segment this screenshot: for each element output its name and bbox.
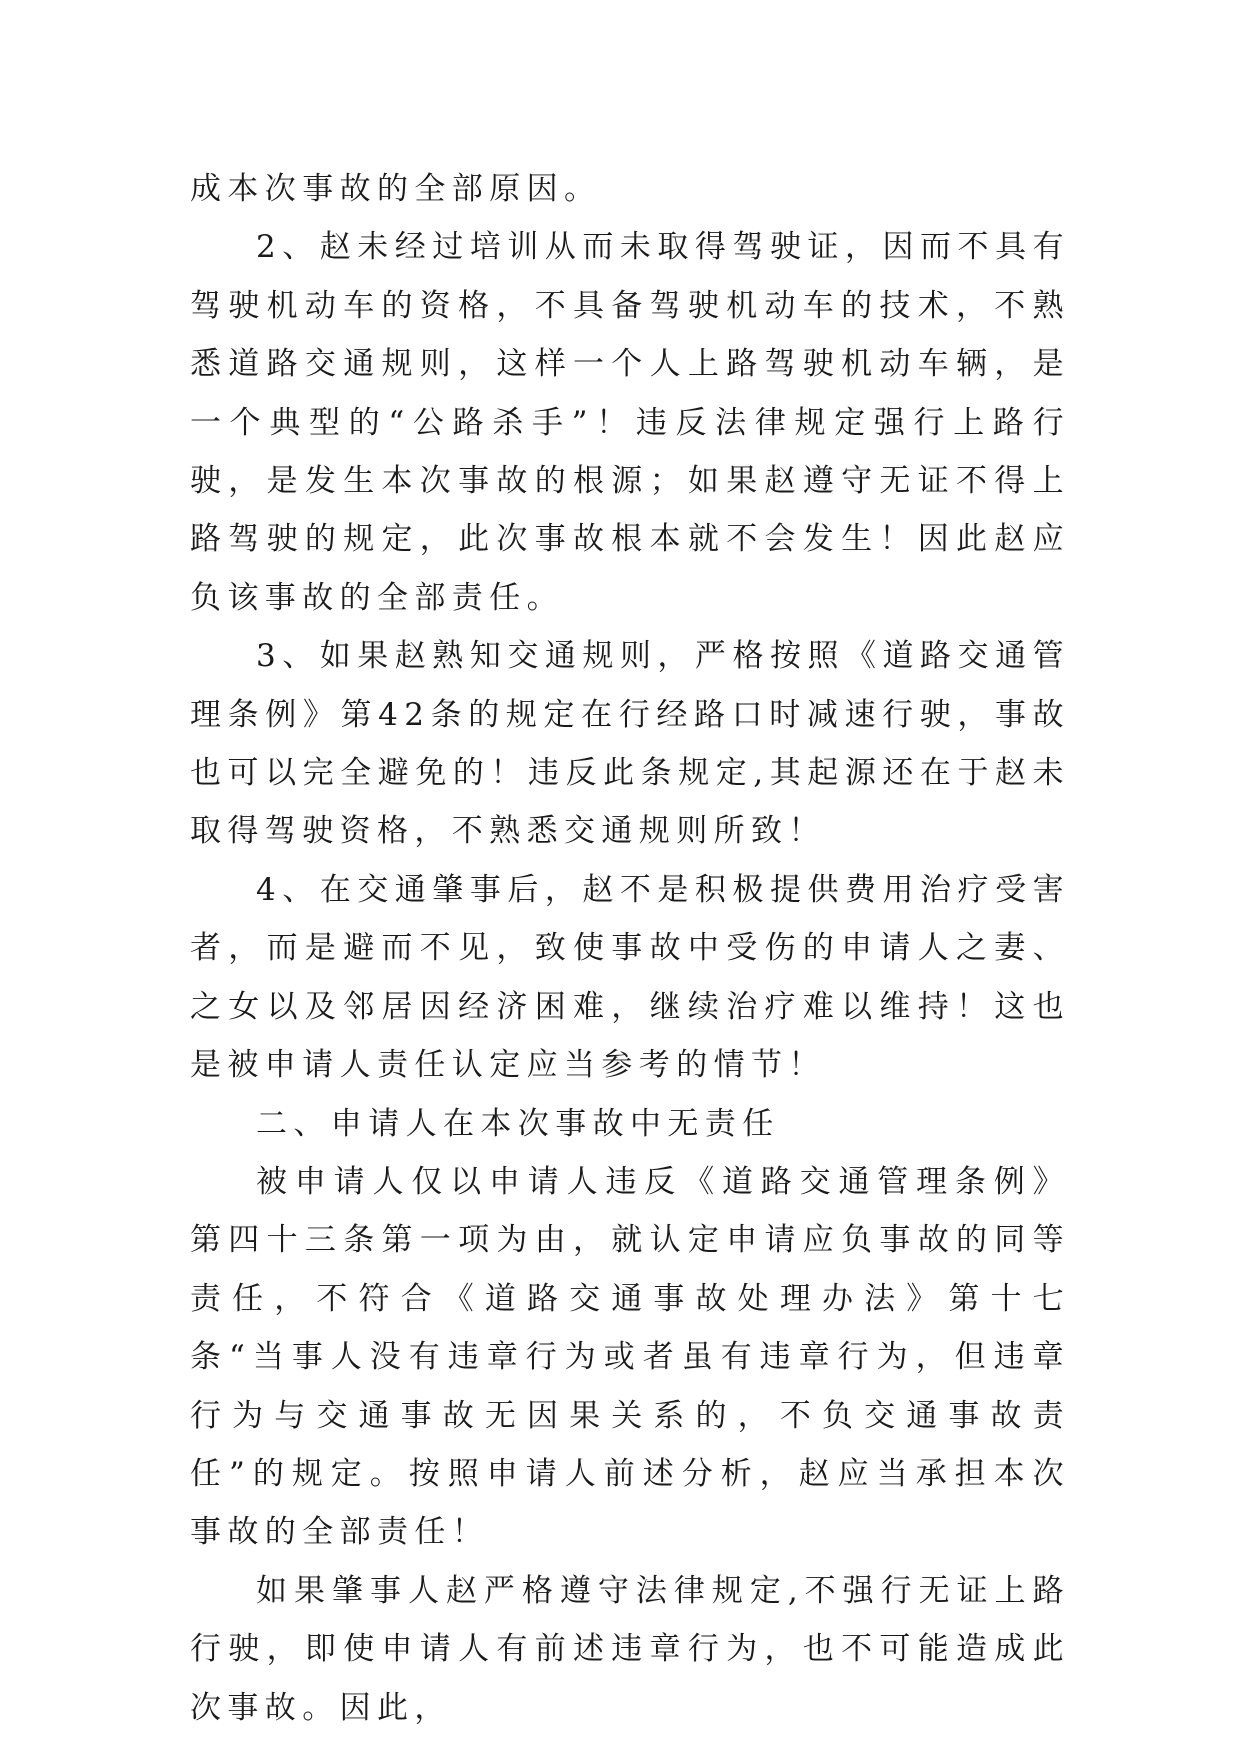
- paragraph-continuation: 成本次事故的全部原因。: [190, 171, 602, 207]
- paragraph-point-3: 3、如果赵熟知交通规则，严格按照《道路交通管理条例》第42条的规定在行经路口时减速行驶，事故也可以完全避免的！违反此条规定,其起源还在于赵未取得驾驶资格，不熟悉交通规则所致！: [190, 638, 1070, 850]
- section-heading-2: 二、申请人在本次事故中无责任: [256, 1105, 780, 1142]
- paragraph-conclusion: 如果肇事人赵严格遵守法律规定,不强行无证上路行驶，即使申请人有前述违章行为，也不可能造成此次事故。因此，: [190, 1572, 1070, 1726]
- paragraph-argument: 被申请人仅以申请人违反《道路交通管理条例》第四十三条第一项为由，就认定申请应负事故的同等责任，不符合《道路交通事故处理办法》第十七条“当事人没有违章行为或者虽有违章行为，但违章行为与交通事故无因果关系的，不负交通事故责任”的规定。按照申请人前述分析，赵应当承担本次事故的全部责任！: [190, 1163, 1070, 1551]
- document-body: [190, 160, 1070, 1737]
- paragraph-point-4: 4、在交通肇事后，赵不是积极提供费用治疗受害者，而是避而不见，致使事故中受伤的申请人之妻、之女以及邻居因经济困难，继续治疗难以维持！这也是被申请人责任认定应当参考的情节！: [190, 871, 1070, 1084]
- paragraph-point-2: 2、赵未经过培训从而未取得驾驶证，因而不具有驾驶机动车的资格，不具备驾驶机动车的技术，不熟悉道路交通规则，这样一个人上路驾驶机动车辆，是一个典型的“公路杀手”！违反法律规定强行上路行驶，是发生本次事故的根源；如果赵遵守无证不得上路驾驶的规定，此次事故根本就不会发生！因此赵应负该事故的全部责任。: [190, 229, 1070, 616]
